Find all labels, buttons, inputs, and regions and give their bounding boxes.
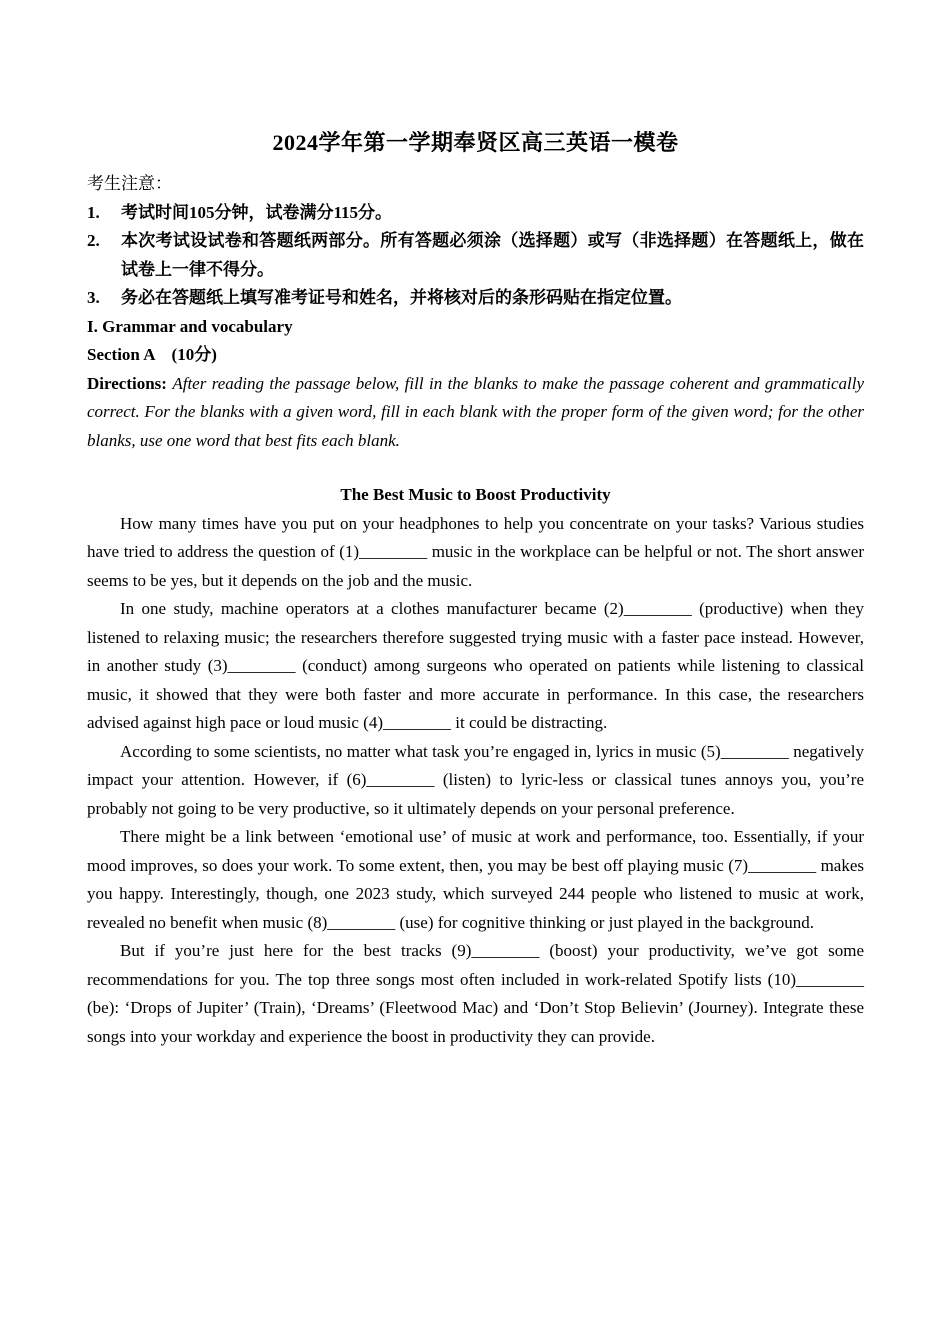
- passage-paragraph: How many times have you put on your headphones to help you concentrate on your tasks? Various studies have tried to address the question of (1)________ music in the workplace can be helpful or not. The short answer seems to be yes, but it depends on the job and the music.: [87, 513, 864, 590]
- passage-paragraph: According to some scientists, no matter what task you’re engaged in, lyrics in music (5)________ negatively impact your attention. However, if (6)________ (listen) to lyric-less or classical tunes annoys you, you’re probably not going to be very productive, so it ultimately depends on your personal preference.: [87, 741, 864, 818]
- passage-paragraph: There might be a link between ‘emotional use’ of music at work and performance, too. Essentially, if your mood improves, so does your work. To some extent, then, you may be best off playing music (7)________ makes you happy. Interestingly, though, one 2023 study, which surveyed 244 people who listened to music at work, revealed no benefit when music (8)________ (use) for cognitive thinking or just played in the background.: [87, 827, 864, 932]
- directions-text: After reading the passage below, fill in the blanks to make the passage coherent and grammatically correct. For the blanks with a given word, fill in each blank with the proper form of the given word; for the other blanks, use one word that best fits each blank.: [87, 373, 864, 450]
- section-heading: Section A (10分): [87, 345, 217, 364]
- notice-item-text: 考试时间105分钟，试卷满分115分。: [121, 202, 393, 222]
- directions-label: Directions:: [87, 373, 167, 393]
- passage-paragraph: In one study, machine operators at a clothes manufacturer became (2)________ (productive) when they listened to relaxing music; the researchers therefore suggested trying music with a faster pace instead. However, in another study (3)________ (conduct) among surgeons who operated on patients while listening to classical music, it showed that they were both faster and more accurate in performance. In this case, the researchers advised against high pace or loud music (4)________ it could be distracting.: [87, 599, 864, 732]
- notice-item-number: 3.: [87, 288, 100, 307]
- notice-item: [87, 227, 864, 284]
- exam-page: [87, 128, 864, 1051]
- passage-paragraph: But if you’re just here for the best tracks (9)________ (boost) your productivity, we’ve got some recommendations for you. The top three songs most often included in work-related Spotify lists (10)________ (be): ‘Drops of Jupiter’ (Train), ‘Dreams’ (Fleetwood Mac) and ‘Don’t Stop Believin’ (Journey). Integrate these songs into your workday and experience the boost in productivity they can provide.: [87, 941, 864, 1046]
- notice-item-number: 1.: [87, 202, 100, 222]
- notice-heading: 考生注意：: [87, 174, 172, 193]
- directions: [87, 370, 864, 456]
- notice-item: [87, 199, 864, 228]
- notice-item-text: 本次考试设试卷和答题纸两部分。所有答题必须涂（选择题）或写（非选择题）在答题纸上，做在试卷上一律不得分。: [121, 231, 864, 279]
- notice-item: [87, 284, 864, 313]
- notice-item-number: 2.: [87, 231, 100, 250]
- part-heading: I. Grammar and vocabulary: [87, 316, 293, 336]
- notice-item-text: 务必在答题纸上填写准考证号和姓名，并将核对后的条形码贴在指定位置。: [121, 288, 682, 307]
- exam-title: 2024学年第一学期奉贤区高三英语一模卷: [272, 130, 679, 155]
- passage-title: The Best Music to Boost Productivity: [340, 485, 611, 504]
